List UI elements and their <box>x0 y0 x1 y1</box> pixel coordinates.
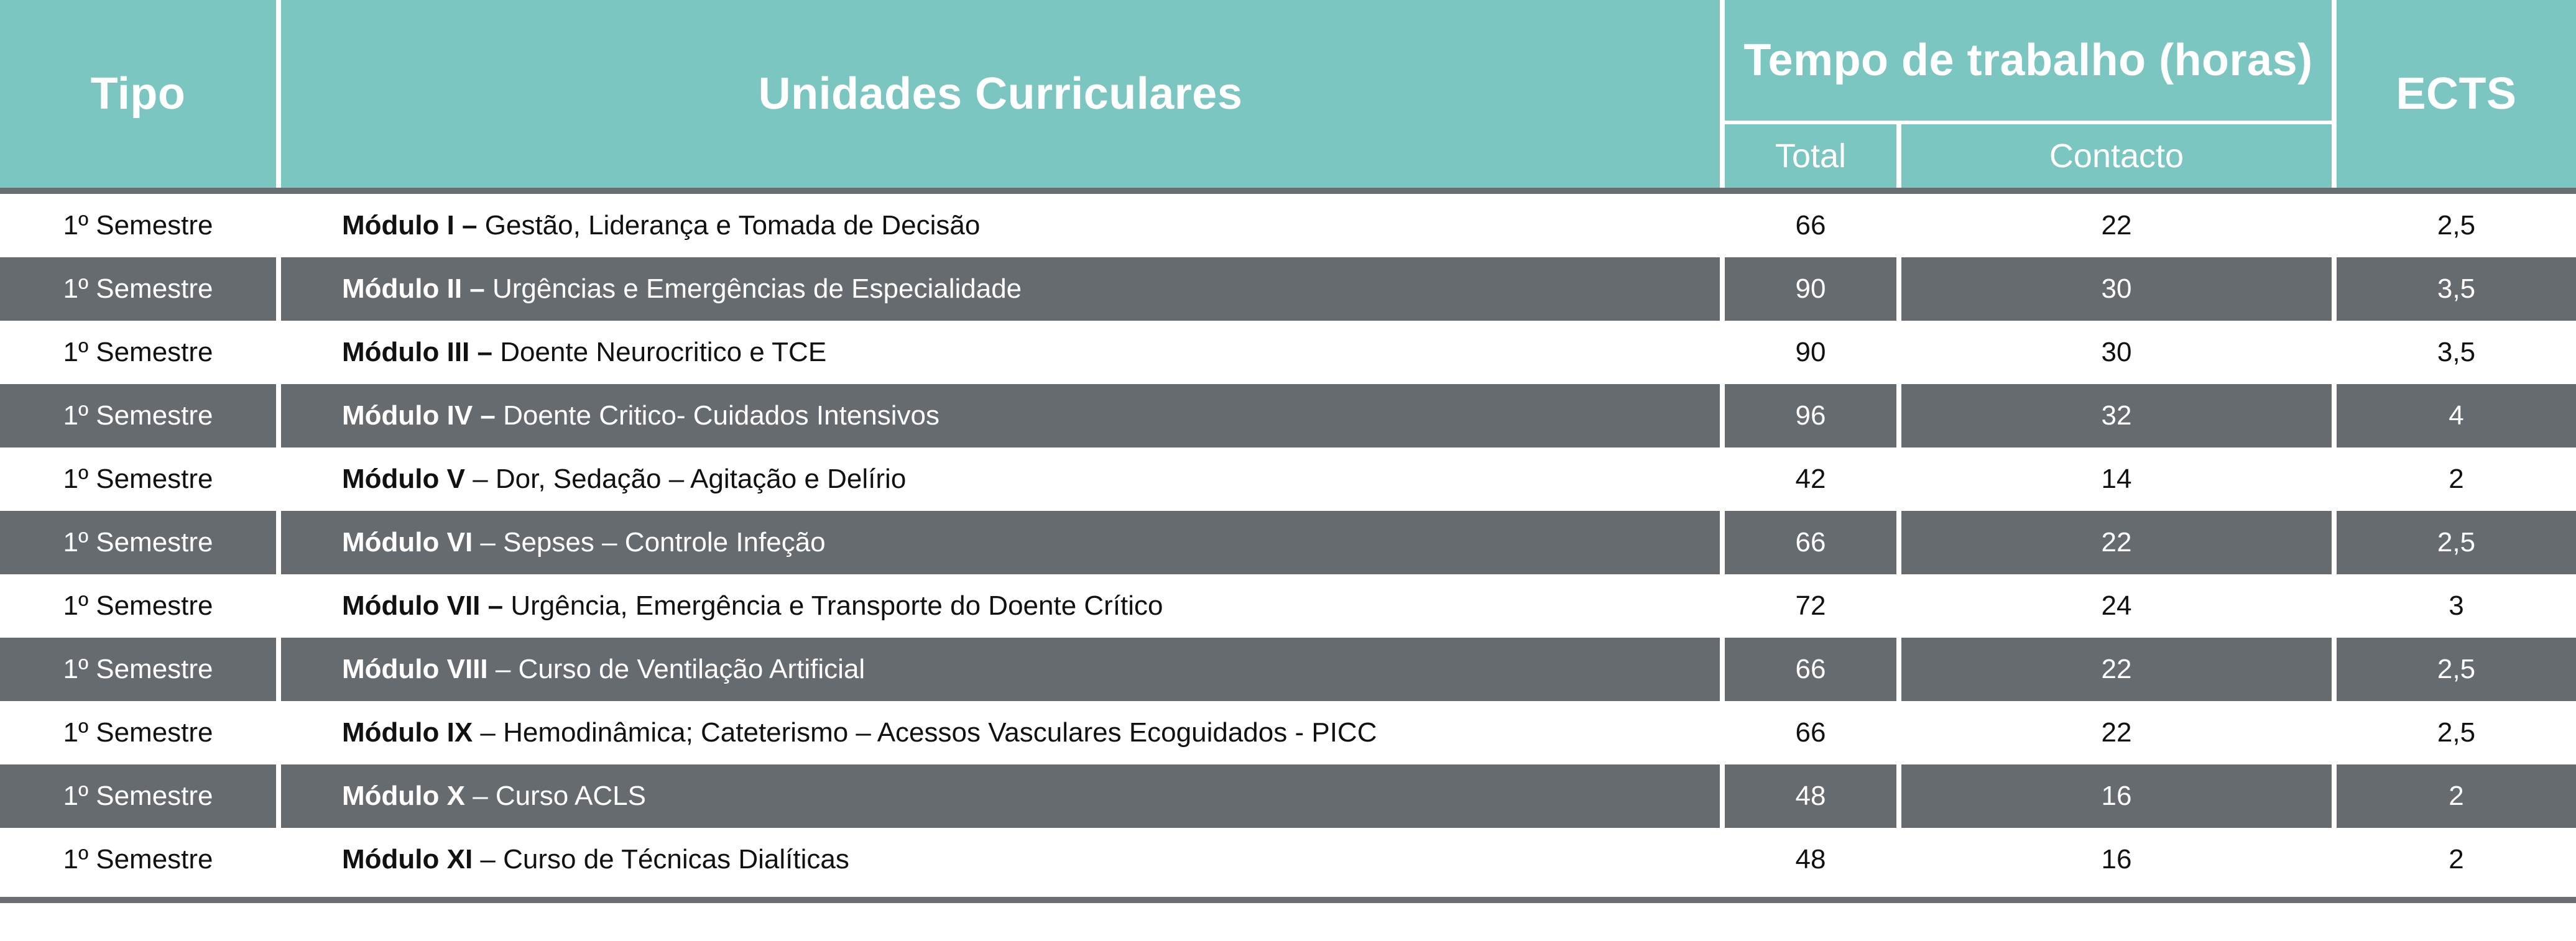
header-contacto <box>1901 121 2337 188</box>
cell-ects: 2,5 <box>2337 511 2576 574</box>
table-row <box>0 321 2576 384</box>
modulo-description: – Curso de Técnicas Dialíticas <box>473 844 849 874</box>
cell-unidade <box>281 384 1725 448</box>
modulo-description: Urgência, Emergência e Transporte do Doente Crítico <box>503 590 1163 621</box>
table-row <box>0 828 2576 891</box>
cell-total: 42 <box>1725 448 1901 511</box>
modulo-description: – Curso de Ventilação Artificial <box>487 654 866 684</box>
cell-total: 66 <box>1725 194 1901 257</box>
cell-ects: 2 <box>2337 764 2576 828</box>
cell-tipo: 1º Semestre <box>0 828 281 891</box>
cell-total: 96 <box>1725 384 1901 448</box>
modulo-name: Módulo X <box>342 781 465 811</box>
table-row <box>0 511 2576 574</box>
cell-total: 66 <box>1725 638 1901 701</box>
cell-tipo: 1º Semestre <box>0 384 281 448</box>
modulo-name: Módulo I – <box>342 210 478 241</box>
table-row <box>0 257 2576 321</box>
header-total-label: Total <box>1775 137 1847 175</box>
header-tipo <box>0 0 281 188</box>
table-row <box>0 574 2576 638</box>
cell-tipo: 1º Semestre <box>0 764 281 828</box>
cell-unidade <box>281 574 1725 638</box>
cell-tipo: 1º Semestre <box>0 448 281 511</box>
cell-ects: 3,5 <box>2337 321 2576 384</box>
header-tipo-label: Tipo <box>90 69 186 119</box>
header-unidades <box>281 0 1725 188</box>
header-contacto-label: Contacto <box>2049 137 2184 175</box>
table-row <box>0 638 2576 701</box>
footer-divider <box>0 897 2576 903</box>
cell-contacto: 22 <box>1901 194 2337 257</box>
modulo-name: Módulo III – <box>342 337 492 367</box>
header-unidades-label: Unidades Curriculares <box>758 69 1243 119</box>
header-ects-label: ECTS <box>2396 69 2517 119</box>
header-ects <box>2337 0 2576 188</box>
cell-contacto: 22 <box>1901 511 2337 574</box>
cell-unidade <box>281 257 1725 321</box>
cell-tipo: 1º Semestre <box>0 574 281 638</box>
cell-total: 66 <box>1725 701 1901 764</box>
cell-total: 90 <box>1725 321 1901 384</box>
cell-contacto: 24 <box>1901 574 2337 638</box>
cell-tipo: 1º Semestre <box>0 701 281 764</box>
modulo-name: Módulo II – <box>342 273 485 304</box>
cell-contacto: 16 <box>1901 764 2337 828</box>
modulo-name: Módulo IV – <box>342 400 496 431</box>
cell-total: 90 <box>1725 257 1901 321</box>
cell-tipo: 1º Semestre <box>0 321 281 384</box>
cell-total: 72 <box>1725 574 1901 638</box>
modulo-description: – Sepses – Controle Infeção <box>473 527 826 558</box>
table-row <box>0 194 2576 257</box>
cell-total: 66 <box>1725 511 1901 574</box>
cell-ects: 2 <box>2337 828 2576 891</box>
cell-unidade <box>281 448 1725 511</box>
cell-contacto: 22 <box>1901 701 2337 764</box>
cell-ects: 4 <box>2337 384 2576 448</box>
cell-unidade <box>281 321 1725 384</box>
cell-tipo: 1º Semestre <box>0 194 281 257</box>
cell-tipo: 1º Semestre <box>0 511 281 574</box>
cell-ects: 3 <box>2337 574 2576 638</box>
cell-ects: 2 <box>2337 448 2576 511</box>
modulo-description: Doente Neurocritico e TCE <box>492 337 827 367</box>
modulo-description: – Dor, Sedação – Agitação e Delírio <box>464 464 907 494</box>
modulo-name: Módulo XI <box>342 844 473 874</box>
cell-total: 48 <box>1725 828 1901 891</box>
curriculum-rows <box>0 194 2576 891</box>
modulo-name: Módulo V <box>342 464 465 494</box>
modulo-name: Módulo VII – <box>342 590 504 621</box>
cell-ects: 2,5 <box>2337 701 2576 764</box>
header-divider <box>0 188 2576 194</box>
modulo-description: – Hemodinâmica; Cateterismo – Acessos Vasculares Ecoguidados - PICC <box>473 717 1377 748</box>
cell-unidade <box>281 764 1725 828</box>
cell-contacto: 30 <box>1901 321 2337 384</box>
cell-unidade <box>281 828 1725 891</box>
modulo-name: Módulo IX <box>342 717 473 748</box>
cell-contacto: 14 <box>1901 448 2337 511</box>
cell-tipo: 1º Semestre <box>0 638 281 701</box>
header-tempo <box>1725 0 2337 121</box>
cell-contacto: 30 <box>1901 257 2337 321</box>
cell-contacto: 32 <box>1901 384 2337 448</box>
modulo-description: Gestão, Liderança e Tomada de Decisão <box>477 210 981 241</box>
modulo-name: Módulo VIII <box>342 654 488 684</box>
table-row <box>0 384 2576 448</box>
table-row <box>0 764 2576 828</box>
cell-unidade <box>281 511 1725 574</box>
cell-unidade <box>281 194 1725 257</box>
cell-ects: 2,5 <box>2337 194 2576 257</box>
modulo-description: – Curso ACLS <box>464 781 646 811</box>
modulo-description: Doente Critico- Cuidados Intensivos <box>495 400 940 431</box>
cell-ects: 2,5 <box>2337 638 2576 701</box>
cell-ects: 3,5 <box>2337 257 2576 321</box>
header-total <box>1725 121 1901 188</box>
table-row <box>0 701 2576 764</box>
cell-contacto: 22 <box>1901 638 2337 701</box>
modulo-description: Urgências e Emergências de Especialidade <box>484 273 1022 304</box>
header-tempo-label: Tempo de trabalho (horas) <box>1743 35 2313 85</box>
modulo-name: Módulo VI <box>342 527 473 558</box>
table-row <box>0 448 2576 511</box>
cell-tipo: 1º Semestre <box>0 257 281 321</box>
cell-unidade <box>281 701 1725 764</box>
cell-unidade <box>281 638 1725 701</box>
cell-contacto: 16 <box>1901 828 2337 891</box>
cell-total: 48 <box>1725 764 1901 828</box>
